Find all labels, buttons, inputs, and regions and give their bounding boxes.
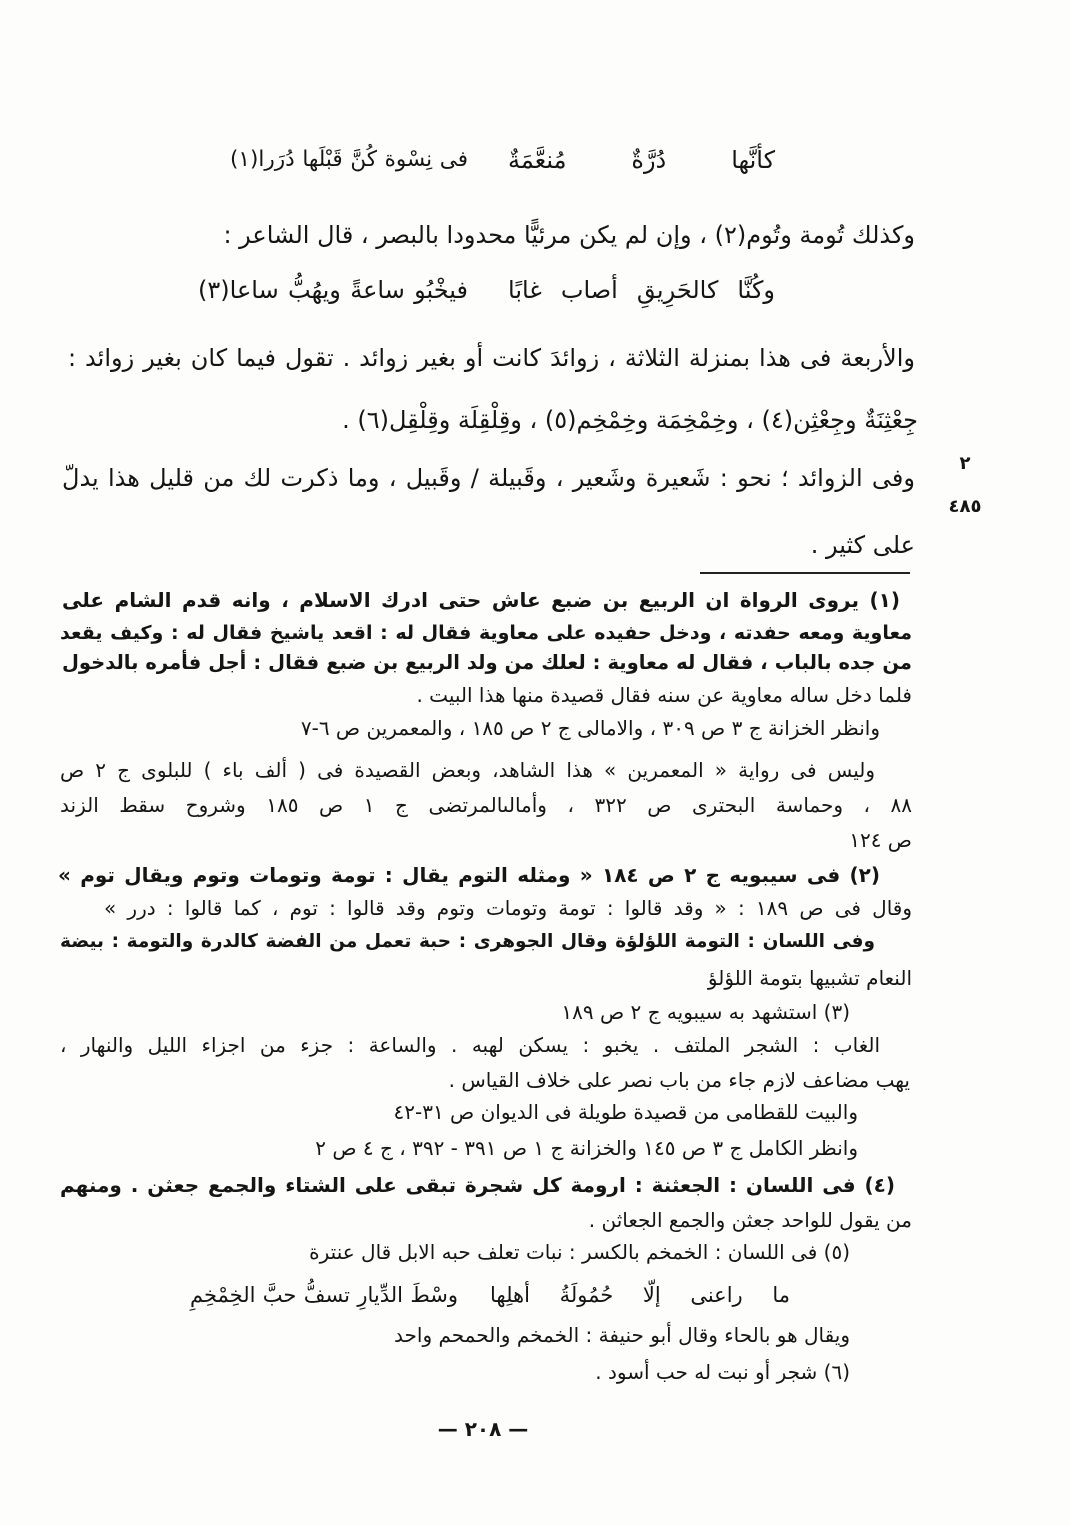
footnote-6-start: (٦) شجر أو نبت له حب أسود . [595, 1360, 850, 1384]
footnote-3-start: (٣) استشهد به سيبويه ج ٢ ص ١٨٩ [561, 1000, 850, 1024]
body-line: وكذلك تُومة وتُوم(٢) ، وإن لم يكن مرئيًّا محدودا بالبصر ، قال الشاعر : [223, 221, 915, 249]
footnote-2-start: (٢) فى سيبويه ج ٢ ص ١٨٤ « ومثله التوم يقال : تومة وتومات وتوم ويقال توم » [58, 863, 880, 887]
footnote-line: وفى اللسان : التومة اللؤلؤة وقال الجوهرى : حبة تعمل من الفضة كالدرة والتومة : بيضة [60, 931, 875, 952]
body-line: على كثير . [810, 531, 915, 559]
verse-1-second-hemistich: فى نِسْوة كُنَّ قَبْلَها دُرَرا(١) [230, 147, 468, 172]
footnote-line: فلما دخل ساله معاوية عن سنه فقال قصيدة منها هذا البيت . [416, 683, 912, 707]
footnote-separator [700, 572, 910, 574]
footnote-line: معاوية ومعه حفدته ، ودخل حفيده على معاوية فقال له : اقعد ياشيخ فقال له : وكيف يقعد [60, 622, 912, 644]
footnote-line: من جده بالباب ، فقال له معاوية : لعلك من ولد الربيع بن ضبع فقال : أجل فأمره بالدخول [62, 651, 912, 674]
body-line: وفى الزوائد ؛ نحو : شَعيرة وشَعير ، وقَبيلة / وقَبيل ، وما ذكرت لك من قليل هذا يدلّ [62, 464, 915, 492]
footnote-verse-first-hemistich: ما راعنى إلّا حُمُولَةُ أهلِها [490, 1283, 790, 1307]
footnote-line: والبيت للقطامى من قصيدة طويلة فى الديوان ص ٣١-٤٢ [393, 1100, 858, 1124]
footnote-verse-second-hemistich: وسْطَ الدِّيارِ تسفُّ حبَّ الخِمْخِمِ [190, 1283, 458, 1307]
body-line: جِعْثِنَةٌ وجِعْثِن(٤) ، وخِمْخِمَة وخِمْخِم(٥) ، وقِلْقِلَة وقِلْقِل(٦) . [342, 406, 918, 434]
verse-1-first-hemistich: كأنَّها دُرَّةٌ مُنعَّمَةٌ [508, 146, 775, 174]
verse-2-second-hemistich: فيخْبُو ساعةً ويهُبُّ ساعا(٣) [198, 276, 468, 304]
body-line: والأربعة فى هذا بمنزلة الثلاثة ، زوائدَ كانت أو بغير زوائد . تقول فيما كان بغير زوائد : [68, 344, 915, 372]
verse-2-first-hemistich: وكُنَّا كالحَرِيقِ أصاب غابًا [508, 276, 775, 304]
footnote-line: الغاب : الشجر الملتف . يخبو : يسكن لهبه . والساعة : جزء من اجزاء الليل والنهار ، [60, 1033, 880, 1057]
footnote-line: النعام تشبيها بتومة اللؤلؤ [707, 966, 912, 990]
page-number: — ٢٠٨ — [437, 1417, 529, 1441]
footnote-line: وانظر الخزانة ج ٣ ص ٣٠٩ ، والامالى ج ٢ ص ١٨٥ ، والمعمرين ص ٦-٧ [300, 716, 880, 740]
footnote-4-start: (٤) فى اللسان : الجعثنة : ارومة كل شجرة تبقى على الشتاء والجمع جعثن . ومنهم [60, 1173, 895, 1197]
footnote-line: ص ١٢٤ [849, 828, 912, 852]
footnote-line: وانظر الكامل ج ٣ ص ١٤٥ والخزانة ج ١ ص ٣٩١ - ٣٩٢ ، ج ٤ ص ٢ [315, 1136, 858, 1160]
margin-volume-number: ٢ [959, 453, 971, 474]
footnote-line: وليس فى رواية « المعمرين » هذا الشاهد، وبعض القصيدة فى ( ألف باء ) للبلوى ج ٢ ص [60, 758, 875, 782]
footnote-5-start: (٥) فى اللسان : الخمخم بالكسر : نبات تعلف حبه الابل قال عنترة [309, 1240, 850, 1264]
footnote-1-start: (١) يروى الرواة ان الربيع بن ضبع عاش حتى ادرك الاسلام ، وانه قدم الشام على [62, 588, 900, 612]
footnote-line: من يقول للواحد جعثن والجمع الجعاثن . [588, 1208, 912, 1232]
margin-page-number: ٤٨٥ [948, 496, 982, 517]
footnote-line: وقال فى ص ١٨٩ : « وقد قالوا : تومة وتومات وتوم وقد قالوا : توم ، كما قالوا : درر » [104, 896, 913, 920]
footnote-line: ويقال هو بالحاء وقال أبو حنيفة : الخمخم والحمحم واحد [394, 1323, 850, 1347]
footnote-line: يهب مضاعف لازم جاء من باب نصر على خلاف القياس . [448, 1068, 910, 1092]
footnote-line: ٨٨ ، وحماسة البحترى ص ٣٢٢ ، وأمالىالمرتضى ج ١ ص ١٨٥ وشروح سقط الزند [60, 793, 913, 817]
